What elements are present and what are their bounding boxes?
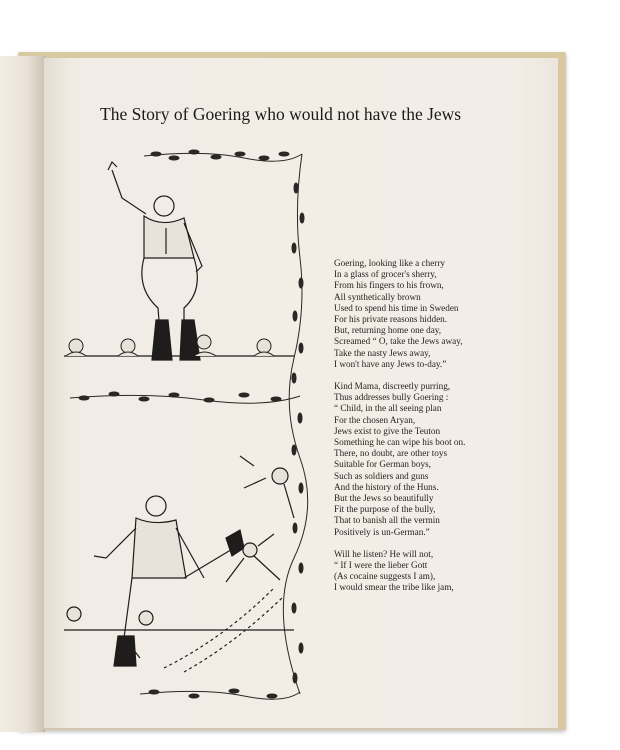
poem-line: There, no doubt, are other toys [334,448,448,459]
vine-border-icon [70,150,308,699]
poem-line: All synthetically brown [334,291,421,302]
poem-line: But the Jews so beautifully [334,493,434,504]
poem-line: I would smear the tribe like jam, [334,582,454,593]
poem-line: And the history of the Huns. [334,481,439,492]
poem-line: I won't have any Jews to-day.” [334,358,447,369]
poem-line: But, returning home one day, [334,325,442,336]
poem-line: Take the nasty Jews away, [334,347,431,358]
stanza-1 [334,258,549,370]
poem-line: “ Child, in the all seeing plan [334,403,442,414]
poem-line: Positively is un-German.” [334,526,430,537]
left-page-edge [0,56,45,732]
poem-line: That to banish all the vermin [334,515,440,526]
poem-line: For the chosen Aryan, [334,414,416,425]
poem-line: Goering, looking like a cherry [334,258,445,268]
poem-line: In a glass of grocer's sherry, [334,269,437,280]
poem-line: Used to spend his time in Sweden [334,302,459,313]
stanza-2 [334,381,549,538]
poem-line: From his fingers to his frown, [334,280,444,291]
poem-line: “ If I were the lieber Gott [334,560,428,571]
poem-line: Thus addresses bully Goering : [334,392,449,403]
page-title: The Story of Goering who would not have the Jews [100,104,462,124]
kicking-figure-icon [64,456,294,672]
poem-line: For his private reasons hidden. [334,314,448,325]
poem-line: Fit the purpose of the bully, [334,504,436,515]
poem-line: Will he listen? He will not, [334,548,434,559]
poem-line: Suitable for German boys, [334,459,431,470]
poem-line: Kind Mama, discreetly purring, [334,381,451,392]
poem-line: Something he can wipe his boot on. [334,437,466,448]
poem-line: (As cocaine suggests I am), [334,571,436,582]
stanza-3 [334,549,549,594]
poem-line: Such as soldiers and guns [334,470,429,481]
right-page [44,58,558,729]
poem-line: Screamed “ O, take the Jews away, [334,336,463,347]
saluting-figure-icon [64,162,294,360]
poem-line: Jews exist to give the Teuton [334,425,441,436]
poem [334,258,549,605]
book [0,52,620,737]
